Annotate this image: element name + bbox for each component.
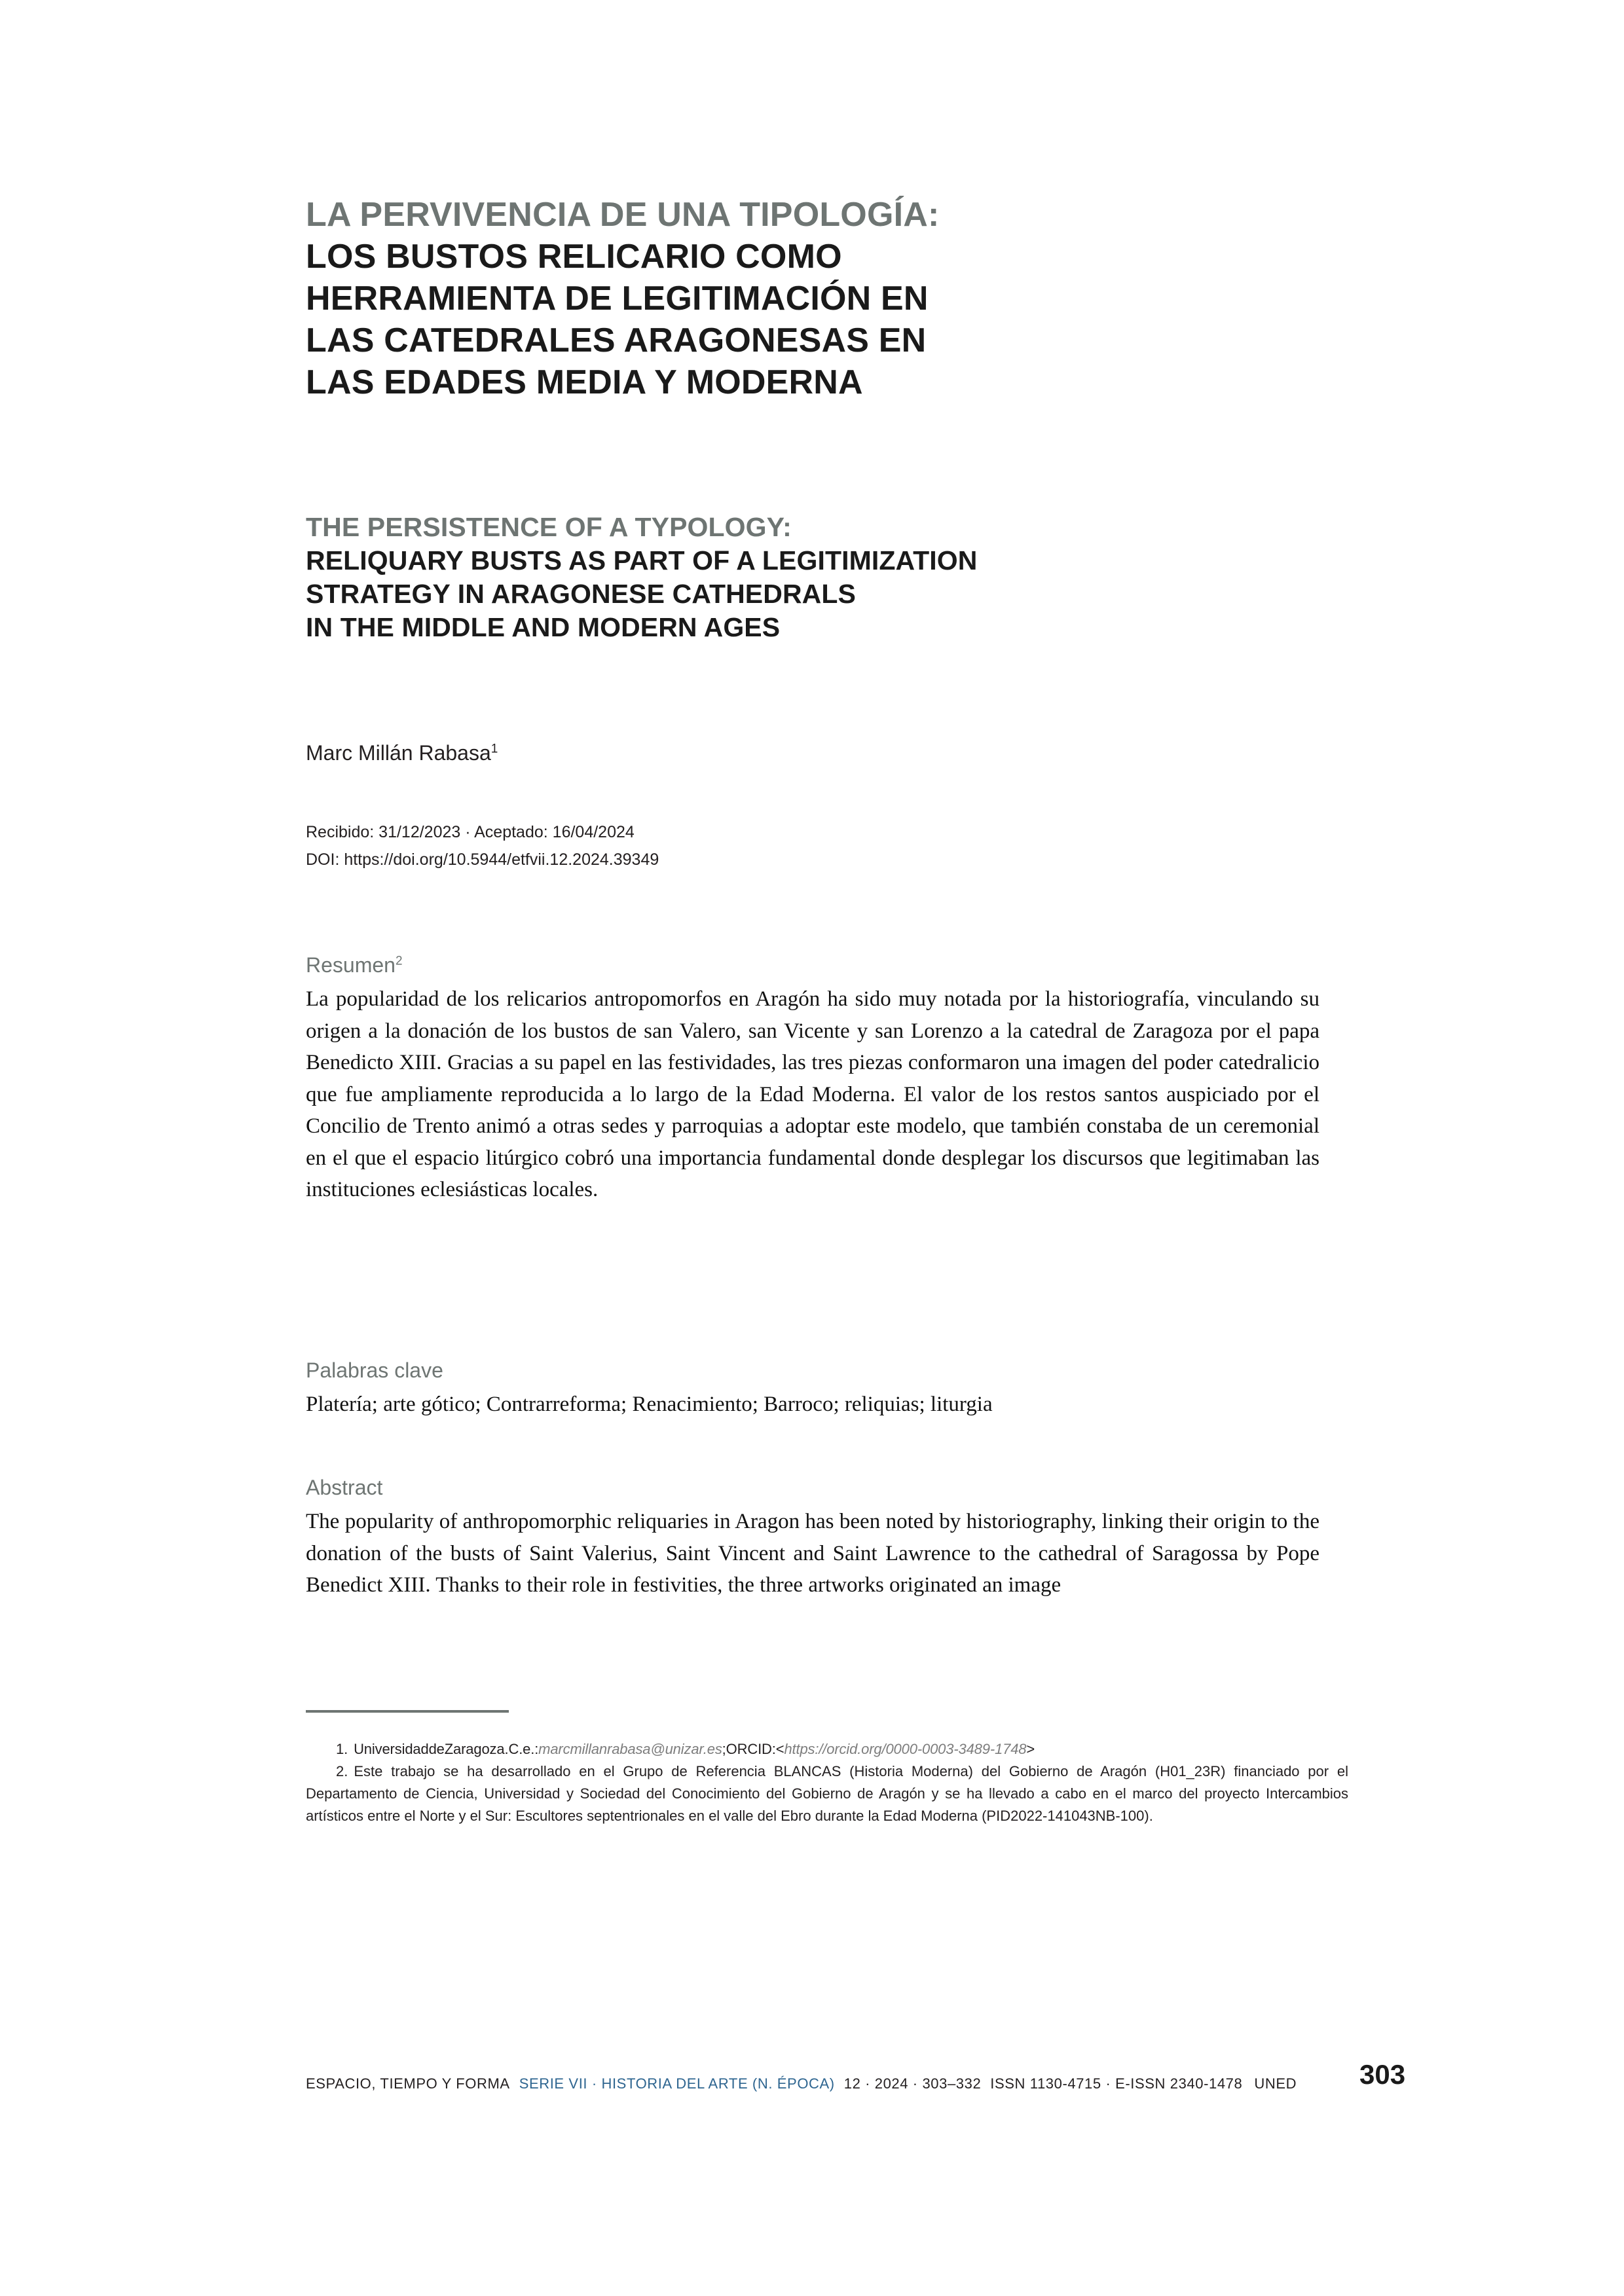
article-metadata xyxy=(306,818,659,873)
footnote-2-text: Este trabajo se ha desarrollado en el Grupo de Referencia BLANCAS (Historia Moderna) del Gobierno de Aragón (H01_23R) financiado por el Departamento de Ciencia, Universidad y Sociedad del Conocimiento del Gobierno de Aragón y se ha llevado a cabo en el marco del proyecto Intercambios artísticos entre el Norte y el Sur: Escultores septentrionales en el valle del Ebro durante la Edad Moderna (PID2022-141043NB-100). xyxy=(306,1763,1348,1824)
footer-issue: 12 · 2024 · 303–332 xyxy=(843,2075,982,2092)
footer-publisher: UNED xyxy=(1254,2075,1297,2092)
footnote-1-number: 1. xyxy=(336,1741,348,1757)
footnote-2 xyxy=(306,1760,1348,1827)
title-line-1: LOS BUSTOS RELICARIO COMO xyxy=(306,238,842,276)
subtitle-line-1: RELIQUARY BUSTS AS PART OF A LEGITIMIZATION xyxy=(306,545,978,575)
abstract-heading: Abstract xyxy=(306,1476,383,1499)
footer-series: SERIE VII · HISTORIA DEL ARTE (N. ÉPOCA) xyxy=(519,2075,835,2092)
author-name-text: Marc Millán Rabasa xyxy=(306,741,491,765)
resumen-heading-text: Resumen xyxy=(306,953,396,977)
abstract-body: The popularity of anthropomorphic reliquaries in Aragon has been noted by historiography, linking their origin to the donation of the busts of Saint Valerius, Saint Vincent and Saint Lawrence to the cathedral of Saragossa by Pope Benedict XIII. Thanks to their role in festivities, the three artworks originated an image xyxy=(306,1510,1320,1597)
title-line-2: HERRAMIENTA DE LEGITIMACIÓN EN xyxy=(306,280,929,318)
title-line-4: LAS EDADES MEDIA Y MODERNA xyxy=(306,363,863,401)
page-footer xyxy=(306,2074,1320,2094)
footnote-1-orcid-url[interactable]: https://orcid.org/0000-0003-3489-1748 xyxy=(784,1741,1027,1757)
abstract-section xyxy=(306,1475,1320,1601)
resumen-section xyxy=(306,953,1320,1206)
author-footnote-marker: 1 xyxy=(490,742,498,756)
doi-line[interactable]: DOI: https://doi.org/10.5944/etfvii.12.2024.39349 xyxy=(306,850,659,869)
footnote-1-close-bracket: > xyxy=(1026,1741,1035,1757)
footnote-1-email[interactable]: marcmillanrabasa@unizar.es xyxy=(538,1741,722,1757)
title-line-3: LAS CATEDRALES ARAGONESAS EN xyxy=(306,321,927,359)
footnotes-block xyxy=(306,1738,1348,1827)
resumen-footnote-marker: 2 xyxy=(395,954,403,968)
resumen-body: La popularidad de los relicarios antropomorfos en Aragón ha sido muy notada por la historiografía, vinculando su origen a la donación de los bustos de san Valero, san Vicente y san Lorenzo a la catedral de Zaragoza por el papa Benedicto XIII. Gracias a su papel en las festividades, las tres piezas conformaron una imagen del poder catedralicio que fue ampliamente reproducida a lo largo de la Edad Moderna. El valor de los restos santos auspiciado por el Concilio de Trento animó a otras sedes y parroquias a adoptar este modelo, que también constaba de un ceremonial en el que el espacio litúrgico cobró una importancia fundamental donde desplegar los discursos que legitimaban las instituciones eclesiásticas locales. xyxy=(306,987,1320,1201)
footnote-separator-rule xyxy=(306,1710,509,1713)
subtitle-line-2: STRATEGY IN ARAGONESE CATHEDRALS xyxy=(306,579,856,609)
subtitle-line-3: IN THE MIDDLE AND MODERN AGES xyxy=(306,612,781,642)
received-accepted-dates: Recibido: 31/12/2023 · Aceptado: 16/04/2024 xyxy=(306,823,635,841)
footnote-1 xyxy=(306,1738,1348,1760)
keywords-body: Platería; arte gótico; Contrarreforma; Renacimiento; Barroco; reliquias; liturgia xyxy=(306,1393,993,1416)
resumen-heading xyxy=(306,953,1320,977)
subtitle-lead-line: THE PERSISTENCE OF A TYPOLOGY: xyxy=(306,512,792,542)
article-title-english xyxy=(306,511,1320,644)
keywords-section xyxy=(306,1358,1320,1421)
page-number: 303 xyxy=(1359,2059,1406,2090)
footer-issn: ISSN 1130-4715 · E-ISSN 2340-1478 xyxy=(990,2075,1243,2092)
title-lead-line: LA PERVIVENCIA DE UNA TIPOLOGÍA: xyxy=(306,196,940,234)
footnote-1-affiliation: UniversidaddeZaragoza.C.e.: xyxy=(354,1741,539,1757)
footnote-1-orcid-label: ;ORCID:< xyxy=(722,1741,784,1757)
footnote-2-number: 2. xyxy=(336,1763,348,1779)
keywords-heading: Palabras clave xyxy=(306,1358,443,1382)
article-title-spanish xyxy=(306,194,1320,403)
author-name xyxy=(306,740,498,766)
footer-journal-name: ESPACIO, TIEMPO Y FORMA xyxy=(306,2075,510,2092)
